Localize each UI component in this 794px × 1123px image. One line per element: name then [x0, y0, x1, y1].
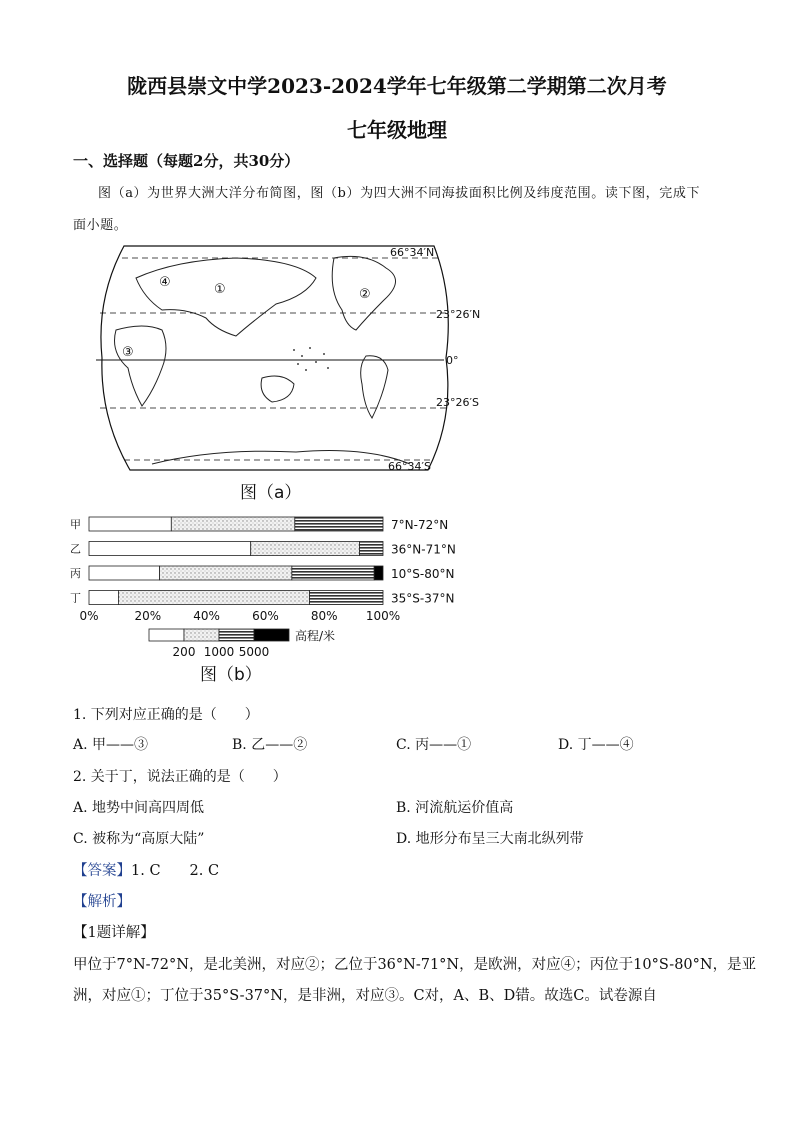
x-tick-label: 40% — [193, 609, 220, 623]
lat-label-66n: 66°34′N — [390, 246, 435, 259]
detail-line-2: 洲，对应①；丁位于35°S-37°N，是非洲，对应③。C对，A、B、D错。故选C。试卷源自 — [73, 988, 657, 1004]
legend-swatch — [254, 629, 289, 641]
legend-swatch — [184, 629, 219, 641]
q1-option-a[interactable]: A. 甲——③ — [73, 737, 149, 753]
bar-segment-乙-1 — [251, 542, 360, 556]
range-label: 10°S-80°N — [391, 567, 455, 581]
map-outline — [101, 246, 448, 470]
marker-4: ④ — [159, 275, 171, 290]
legend-swatch — [219, 629, 254, 641]
answer-line — [73, 859, 219, 880]
range-label: 35°S-37°N — [391, 591, 455, 606]
intro-line-1: 图（a）为世界大洲大洋分布简图，图（b）为四大洲不同海拔面积比例及纬度范围。读下图，完成下 — [98, 186, 701, 201]
page-subtitle: 七年级地理 — [347, 118, 447, 142]
detail-line-1: 甲位于7°N-72°N，是北美洲，对应②；乙位于36°N-71°N，是欧洲，对应④；丙位于10°S-80°N，是亚 — [73, 957, 757, 973]
world-map-figure — [66, 238, 506, 478]
bar-segment-丙-1 — [160, 566, 292, 580]
bar-segment-丙-3 — [374, 566, 383, 580]
marker-3: ③ — [122, 345, 134, 360]
bar-segment-甲-1 — [171, 517, 294, 531]
bar-segment-丙-2 — [292, 566, 374, 580]
q1-option-c[interactable]: C. 丙——① — [396, 737, 472, 753]
range-label: 36°N-71°N — [391, 542, 456, 557]
q2-option-d[interactable]: D. 地形分布呈三大南北纵列带 — [396, 831, 584, 847]
q2-option-a[interactable]: A. 地势中间高四周低 — [73, 800, 205, 816]
marker-1: ① — [214, 282, 226, 297]
lat-label-23n: 23°26′N — [436, 308, 481, 321]
elevation-chart — [62, 508, 482, 658]
category-label: 丙 — [70, 567, 81, 580]
lat-label-23s: 23°26′S — [436, 396, 479, 409]
x-tick-label: 60% — [252, 609, 279, 623]
q2-option-c[interactable]: C. 被称为“高原大陆” — [73, 831, 205, 847]
answer-label: 【答案】 — [73, 863, 131, 879]
bar-segment-乙-2 — [359, 542, 383, 556]
analysis-label: 【解析】 — [73, 894, 131, 910]
x-tick-label: 0% — [79, 609, 99, 623]
bar-segment-乙-0 — [89, 542, 251, 556]
q1-option-b[interactable]: B. 乙——② — [232, 737, 308, 753]
legend-value: 1000 — [203, 645, 235, 658]
chart-caption: 图（b） — [200, 665, 262, 685]
q2-option-b[interactable]: B. 河流航运价值高 — [396, 800, 514, 816]
legend-swatch — [149, 629, 184, 641]
x-tick-label: 80% — [310, 609, 338, 623]
bar-segment-丁-0 — [89, 591, 118, 605]
bar-segment-丙-0 — [89, 566, 160, 580]
answer-text: 1. C 2. C — [131, 863, 220, 879]
intro-line-2: 面小题。 — [73, 218, 128, 233]
section-heading: 一、选择题（每题2分，共30分） — [73, 152, 300, 170]
category-label: 甲 — [70, 518, 81, 531]
bar-segment-丁-2 — [310, 591, 384, 605]
range-label: 7°N-72°N — [391, 518, 449, 532]
legend-unit: 高程/米 — [295, 629, 336, 643]
map-caption: 图（a） — [240, 483, 302, 503]
legend-value: 200 — [172, 645, 196, 658]
legend-value: 5000 — [238, 645, 270, 658]
x-tick-label: 20% — [134, 609, 162, 623]
page-title: 陇西县崇文中学2023-2024学年七年级第二学期第二次月考 — [127, 74, 667, 98]
lat-label-66s: 66°34′S — [388, 460, 431, 473]
bar-segment-甲-2 — [295, 517, 383, 531]
marker-2: ② — [359, 287, 371, 302]
category-label: 丁 — [70, 591, 81, 605]
x-tick-label: 100% — [365, 609, 401, 623]
bar-segment-甲-0 — [89, 517, 171, 531]
q1-option-d[interactable]: D. 丁——④ — [558, 737, 634, 753]
q1-stem: 1. 下列对应正确的是（ ） — [73, 707, 259, 723]
detail-label: 【1题详解】 — [73, 925, 155, 941]
q2-stem: 2. 关于丁，说法正确的是（ ） — [73, 769, 287, 785]
bar-segment-丁-1 — [118, 591, 309, 605]
category-label: 乙 — [70, 542, 81, 556]
lat-label-equator: 0° — [446, 354, 459, 367]
